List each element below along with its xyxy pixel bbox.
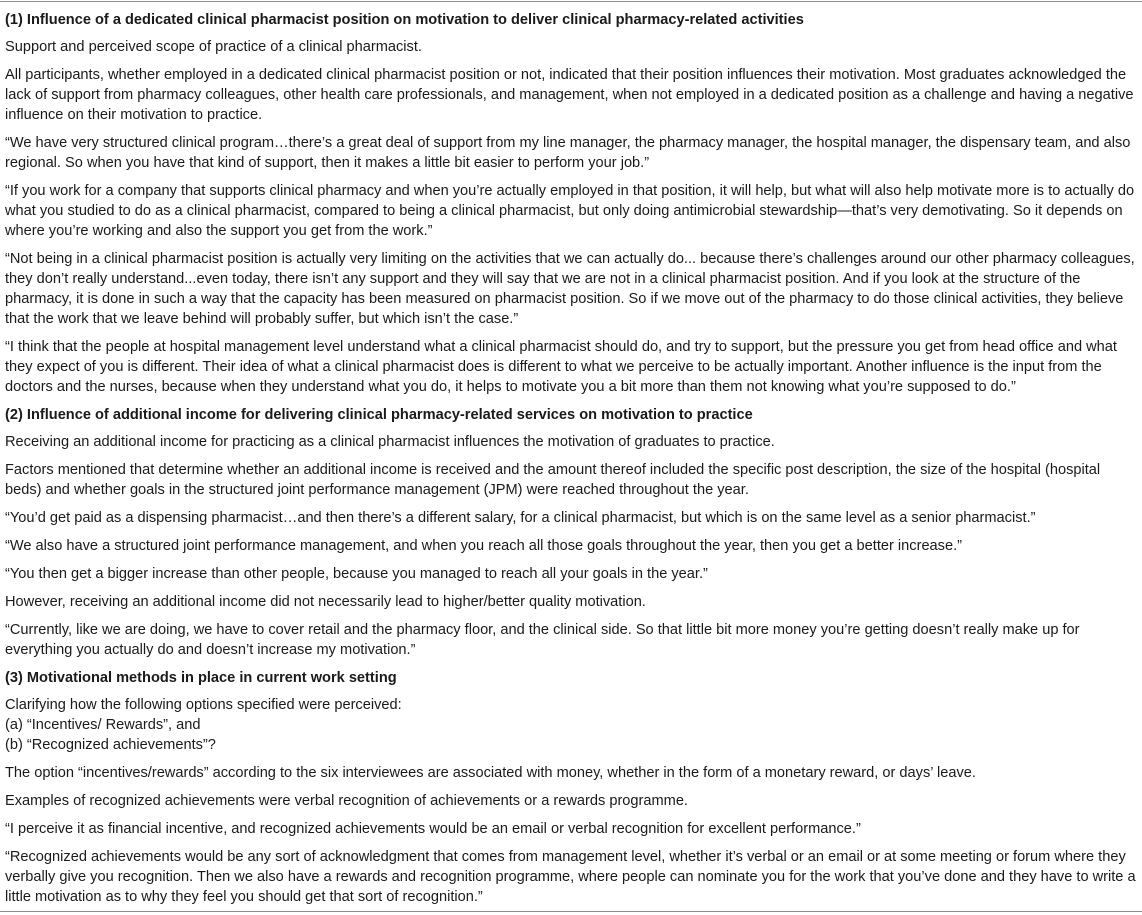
section-1-quote-4: “I think that the people at hospital management level understand what a clinical pharmacist should do, and try to support, but the pressure you get from head office and what they expect of you is different. Their idea of what a clinical pharmacist does is different to what we perceive to be actually important. Another influence is the input from the doctors and the nurses, because when they understand what you do, it helps to motivate you a bit more than them not knowing what you’re supposed to do.” xyxy=(5,339,1117,395)
section-3-heading: (3) Motivational methods in place in current work setting xyxy=(5,670,397,686)
section-3-quote-2: “Recognized achievements would be any sort of acknowledgment that comes from management level, whether it’s verbal or an email or at some meeting or forum where they verbally give you recognition. Then we also have a rewards and recognition programme, where people can nominate you for the work that you’ve done and they have to write a little motivation as to why they feel you should get that sort of recognition.” xyxy=(5,849,1136,905)
table-body xyxy=(5,10,1137,915)
section-2-quote-1: “You’d get paid as a dispensing pharmacist…and then there’s a different salary, for a clinical pharmacist, but which is on the same level as a senior pharmacist.” xyxy=(5,510,1036,526)
section-3-examples: Examples of recognized achievements were verbal recognition of achievements or a rewards programme. xyxy=(5,793,688,809)
section-3-intro-line: Clarifying how the following options specified were perceived: xyxy=(5,697,402,713)
section-2-quote-4: “Currently, like we are doing, we have to cover retail and the pharmacy floor, and the clinical side. So that little bit more money you’re getting doesn’t really make up for everything you actually do and doesn’t increase my motivation.” xyxy=(5,622,1080,658)
section-1-quote-3: “Not being in a clinical pharmacist position is actually very limiting on the activities that we can actually do... because there’s challenges around our other pharmacy colleagues, they don’t really understand...even today, there isn’t any support and they will say that we are not in a clinical pharmacist position. And if you look at the structure of the pharmacy, it is done in such a way that the capacity has been measured on pharmacist position. So if we move out of the pharmacy to do those clinical activities, they believe that the work that we leave behind will probably suffer, but which isn’t the case.” xyxy=(5,251,1135,327)
bottom-rule xyxy=(0,911,1142,912)
section-1-quote-2: “If you work for a company that supports clinical pharmacy and when you’re actually employed in that position, it will help, but what will also help motivate more is to actually do what you studied to do as a clinical pharmacist, compared to being a clinical pharmacist, but only doing antimicrobial stewardship—that’s very demotivating. So it depends on where you’re working and also the support you get from the work.” xyxy=(5,183,1135,239)
top-rule xyxy=(0,1,1142,2)
section-3-incentives: The option “incentives/rewards” according to the six interviewees are associated with money, whether in the form of a monetary reward, or days’ leave. xyxy=(5,765,976,781)
section-2-heading: (2) Influence of additional income for delivering clinical pharmacy-related services on motivation to practice xyxy=(5,407,753,423)
section-3-option-b: (b) “Recognized achievements”? xyxy=(5,737,216,753)
section-2-quote-2: “We also have a structured joint performance management, and when you reach all those goals throughout the year, then you get a better increase.” xyxy=(5,538,963,554)
section-3-option-a: (a) “Incentives/ Rewards”, and xyxy=(5,717,201,733)
section-2-subtheme: Receiving an additional income for practicing as a clinical pharmacist influences the motivation of graduates to practice. xyxy=(5,434,775,450)
section-1-heading: (1) Influence of a dedicated clinical pharmacist position on motivation to deliver clinical pharmacy-related activities xyxy=(5,12,804,28)
section-3-quote-1: “I perceive it as financial incentive, and recognized achievements would be an email or verbal recognition for excellent performance.” xyxy=(5,821,861,837)
section-1-subtheme: Support and perceived scope of practice of a clinical pharmacist. xyxy=(5,39,422,55)
section-2-factors: Factors mentioned that determine whether an additional income is received and the amount thereof included the specific post description, the size of the hospital (hospital beds) and whether goals in the structured joint performance management (JPM) were reached throughout the year. xyxy=(5,462,1101,498)
section-1-quote-1: “We have very structured clinical program…there’s a great deal of support from my line manager, the pharmacy manager, the hospital manager, the dispensary team, and also regional. So when you have that kind of support, then it makes a little bit easier to perform your job.” xyxy=(5,135,1131,171)
section-1-summary: All participants, whether employed in a dedicated clinical pharmacist position or not, indicated that their position influences their motivation. Most graduates acknowledged the lack of support from pharmacy colleagues, other health care professionals, and management, when not employed in a dedicated position as a challenge and having a negative influence on their motivation to practice. xyxy=(5,67,1134,123)
section-2-quote-3: “You then get a bigger increase than other people, because you managed to reach all your goals in the year.” xyxy=(5,566,708,582)
section-2-however: However, receiving an additional income did not necessarily lead to higher/better quality motivation. xyxy=(5,594,646,610)
